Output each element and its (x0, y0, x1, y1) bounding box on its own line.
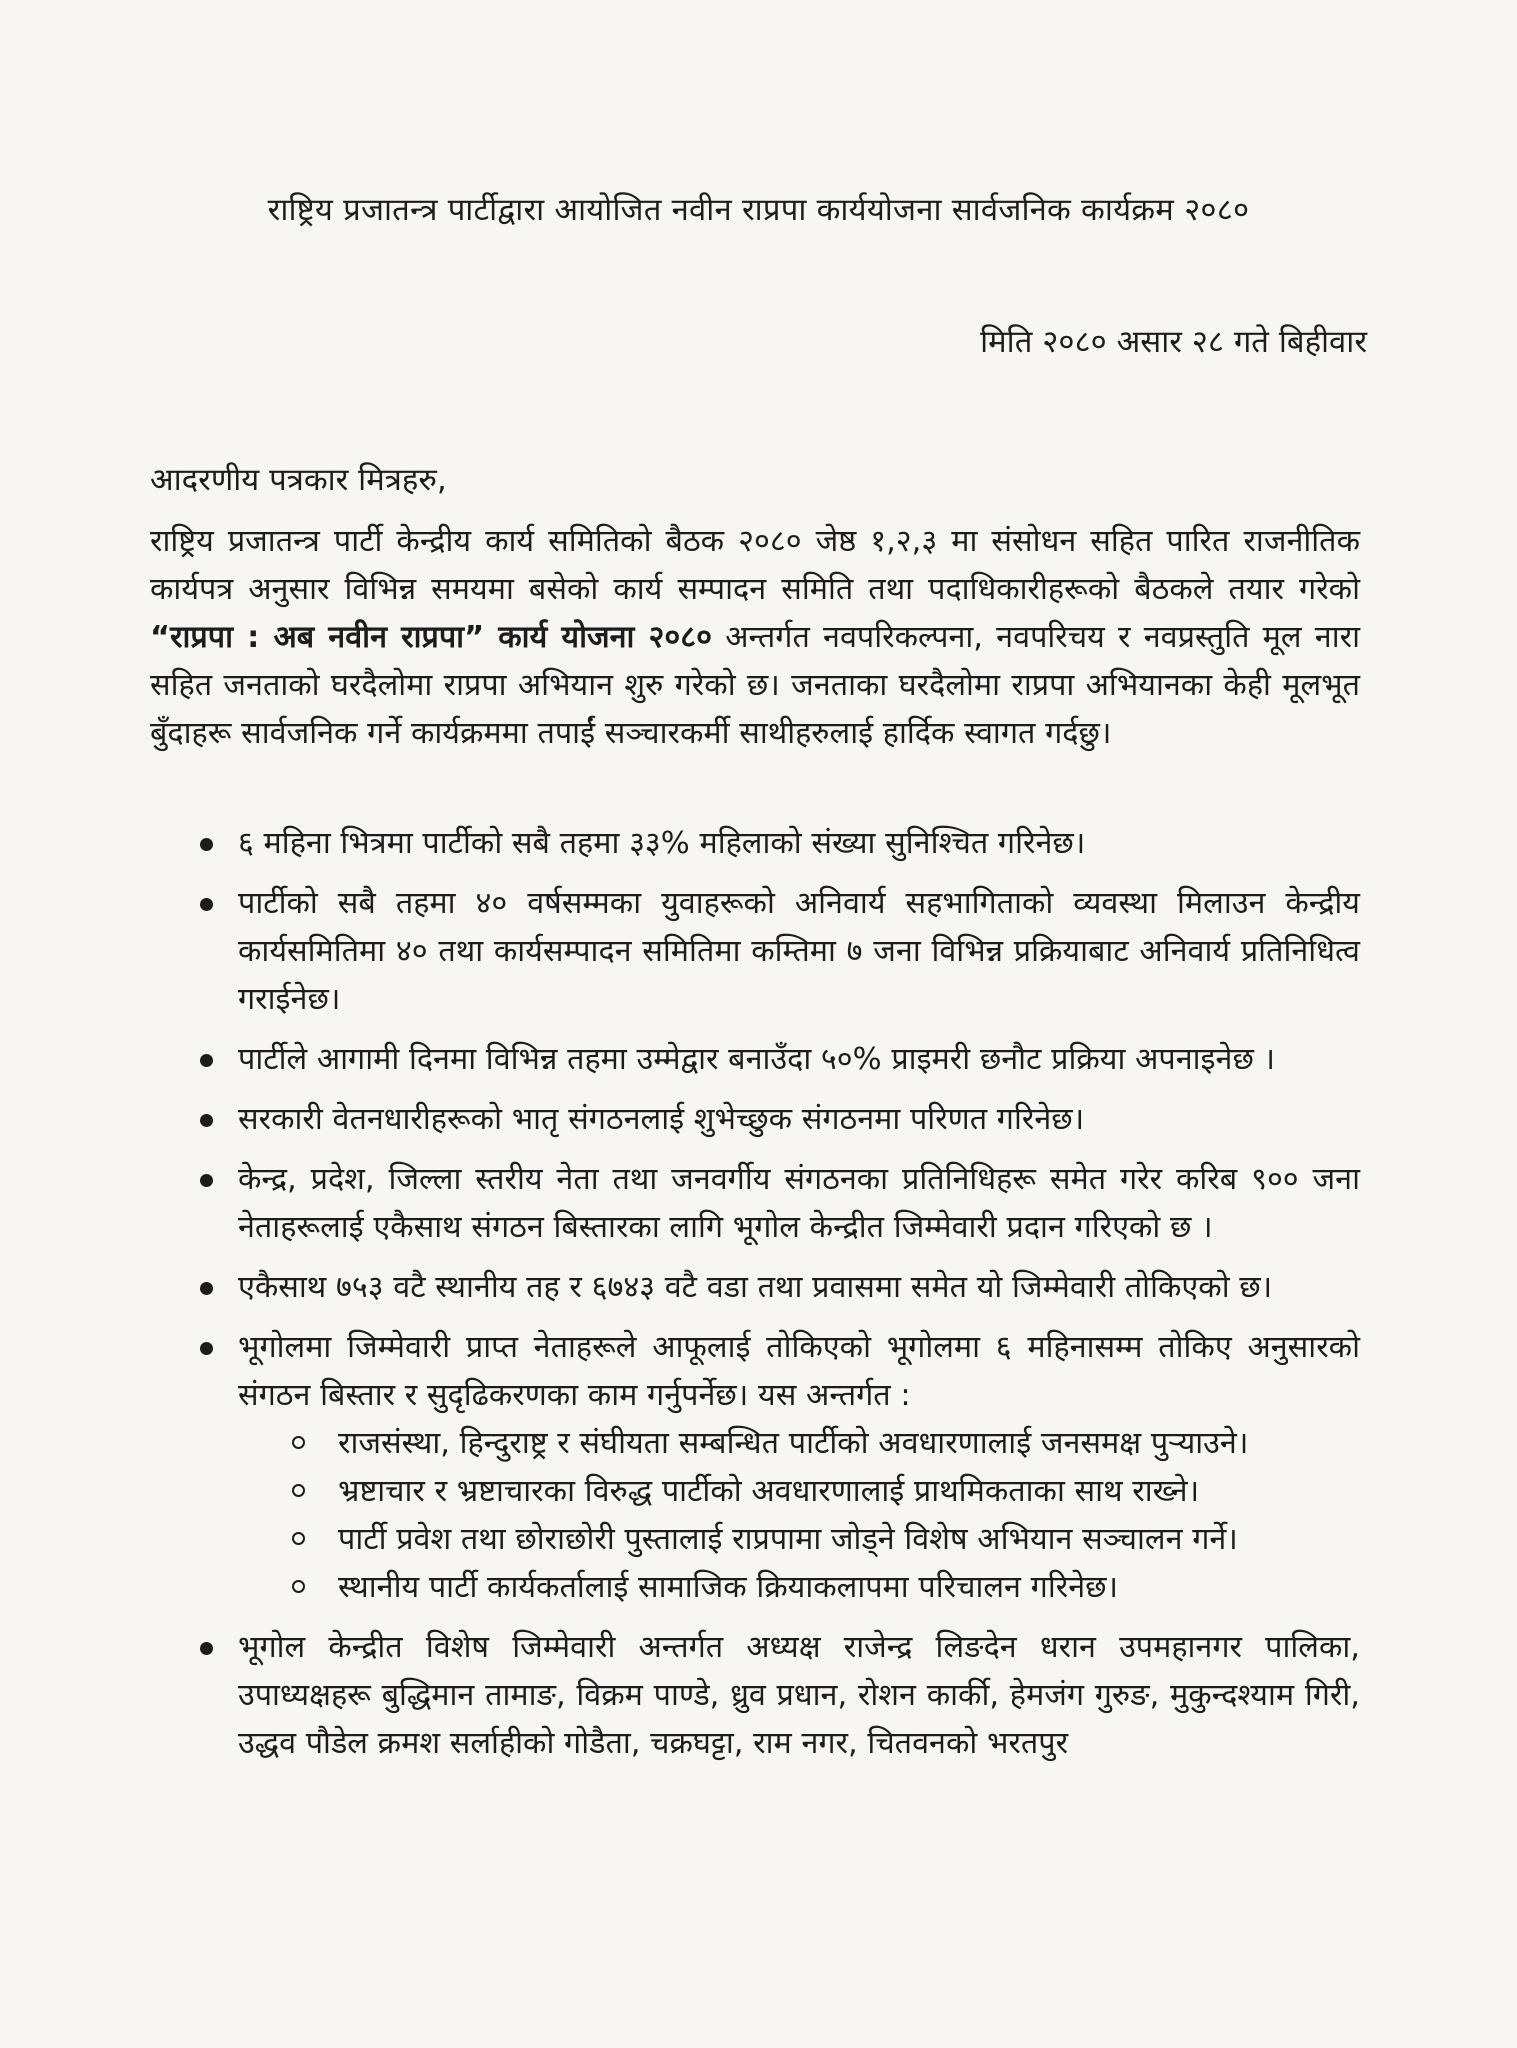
intro-text-end: अन्तर्गत नवपरिकल्पना, नवपरिचय र नवप्रस्तुति मूल नारा सहित जनताको घरदैलोमा राप्रपा अभियान शुरु गरेको छ। जनताका घरदैलोमा राप्रपा अभियानका केही मूलभूत बुँदाहरू सार्वजनिक गर्ने कार्यक्रममा तपाईं सञ्चारकर्मी साथीहरुलाई हार्दिक स्वागत गर्दछु। (150, 620, 1360, 751)
intro-plan-name: “राप्रपा : अब नवीन राप्रपा” कार्य योजना २०८० (150, 620, 712, 655)
list-item: पार्टीको सबै तहमा ४० वर्षसम्मका युवाहरूको अनिवार्य सहभागिताको व्यवस्था मिलाउन केन्द्रीय कार्यसमितिमा ४० तथा कार्यसम्पादन समितिमा कम्तिमा ७ जना विभिन्न प्रक्रियाबाट अनिवार्य प्रतिनिधित्व गराईनेछ। (150, 880, 1360, 1024)
sub-bullet-list (238, 1420, 1360, 1612)
sub-list-item: स्थानीय पार्टी कार्यकर्तालाई सामाजिक क्रियाकलापमा परिचालन गरिनेछ। (238, 1564, 1360, 1612)
sub-list-item: भ्रष्टाचार र भ्रष्टाचारका विरुद्ध पार्टीको अवधारणालाई प्राथमिकताका साथ राख्ने। (238, 1468, 1360, 1516)
sub-list-item: राजसंस्था, हिन्दुराष्ट्र र संघीयता सम्बन्धित पार्टीको अवधारणालाई जनसमक्ष पुर्‍याउने। (238, 1420, 1360, 1468)
list-item: सरकारी वेतनधारीहरूको भातृ संगठनलाई शुभेच्छुक संगठनमा परिणत गरिनेछ। (150, 1096, 1360, 1144)
list-item: पार्टीले आगामी दिनमा विभिन्न तहमा उम्मेद्वार बनाउँदा ५०% प्राइमरी छनौट प्रक्रिया अपनाइनेछ । (150, 1036, 1360, 1084)
list-item: भूगोल केन्द्रीत विशेष जिम्मेवारी अन्तर्गत अध्यक्ष राजेन्द्र लिङदेन धरान उपमहानगर पालिका, उपाध्यक्षहरू बुद्धिमान तामाङ, विक्रम पाण्डे, ध्रुव प्रधान, रोशन कार्की, हेमजंग गुरुङ, मुकुन्दश्याम गिरी, उद्धव पौडेल क्रमश सर्लाहीको गोडैता, चक्रघट्टा, राम नगर, चितवनको भरतपुर (150, 1624, 1360, 1768)
document-date: मिति २०८० असार २८ गते बिहीवार (980, 324, 1367, 360)
list-item: एकैसाथ ७५३ वटै स्थानीय तह र ६७४३ वटै वडा तथा प्रवासमा समेत यो जिम्मेवारी तोकिएको छ। (150, 1264, 1360, 1312)
salutation: आदरणीय पत्रकार मित्रहरु, (150, 462, 447, 498)
list-item: केन्द्र, प्रदेश, जिल्ला स्तरीय नेता तथा जनवर्गीय संगठनका प्रतिनिधिहरू समेत गरेर करिब ९०० जना नेताहरूलाई एकैसाथ संगठन बिस्तारका लागि भूगोल केन्द्रीत जिम्मेवारी प्रदान गरिएको छ । (150, 1156, 1360, 1252)
list-item-text: भूगोलमा जिम्मेवारी प्राप्त नेताहरूले आफूलाई तोकिएको भूगोलमा ६ महिनासम्म तोकिए अनुसारको संगठन बिस्तार र सुदृढिकरणका काम गर्नुपर्नेछ। यस अन्तर्गत : (238, 1330, 1360, 1413)
list-item-with-subitems (150, 1324, 1360, 1612)
bullet-list (150, 820, 1360, 1780)
document-title: राष्ट्रिय प्रजातन्त्र पार्टीद्वारा आयोजित नवीन राप्रपा कार्ययोजना सार्वजनिक कार्यक्रम २०८० (267, 192, 1250, 228)
intro-paragraph (150, 518, 1360, 758)
sub-list-item: पार्टी प्रवेश तथा छोराछोरी पुस्तालाई राप्रपामा जोड्ने विशेष अभियान सञ्चालन गर्ने। (238, 1516, 1360, 1564)
intro-text-start: राष्ट्रिय प्रजातन्त्र पार्टी केन्द्रीय कार्य समितिको बैठक २०८० जेष्ठ १,२,३ मा संसोधन सहित पारित राजनीतिक कार्यपत्र अनुसार विभिन्न समयमा बसेको कार्य सम्पादन समिति तथा पदाधिकारीहरूको बैठकले तयार गरेको (150, 524, 1360, 607)
list-item: ६ महिना भित्रमा पार्टीको सबै तहमा ३३% महिलाको संख्या सुनिश्चित गरिनेछ। (150, 820, 1360, 868)
